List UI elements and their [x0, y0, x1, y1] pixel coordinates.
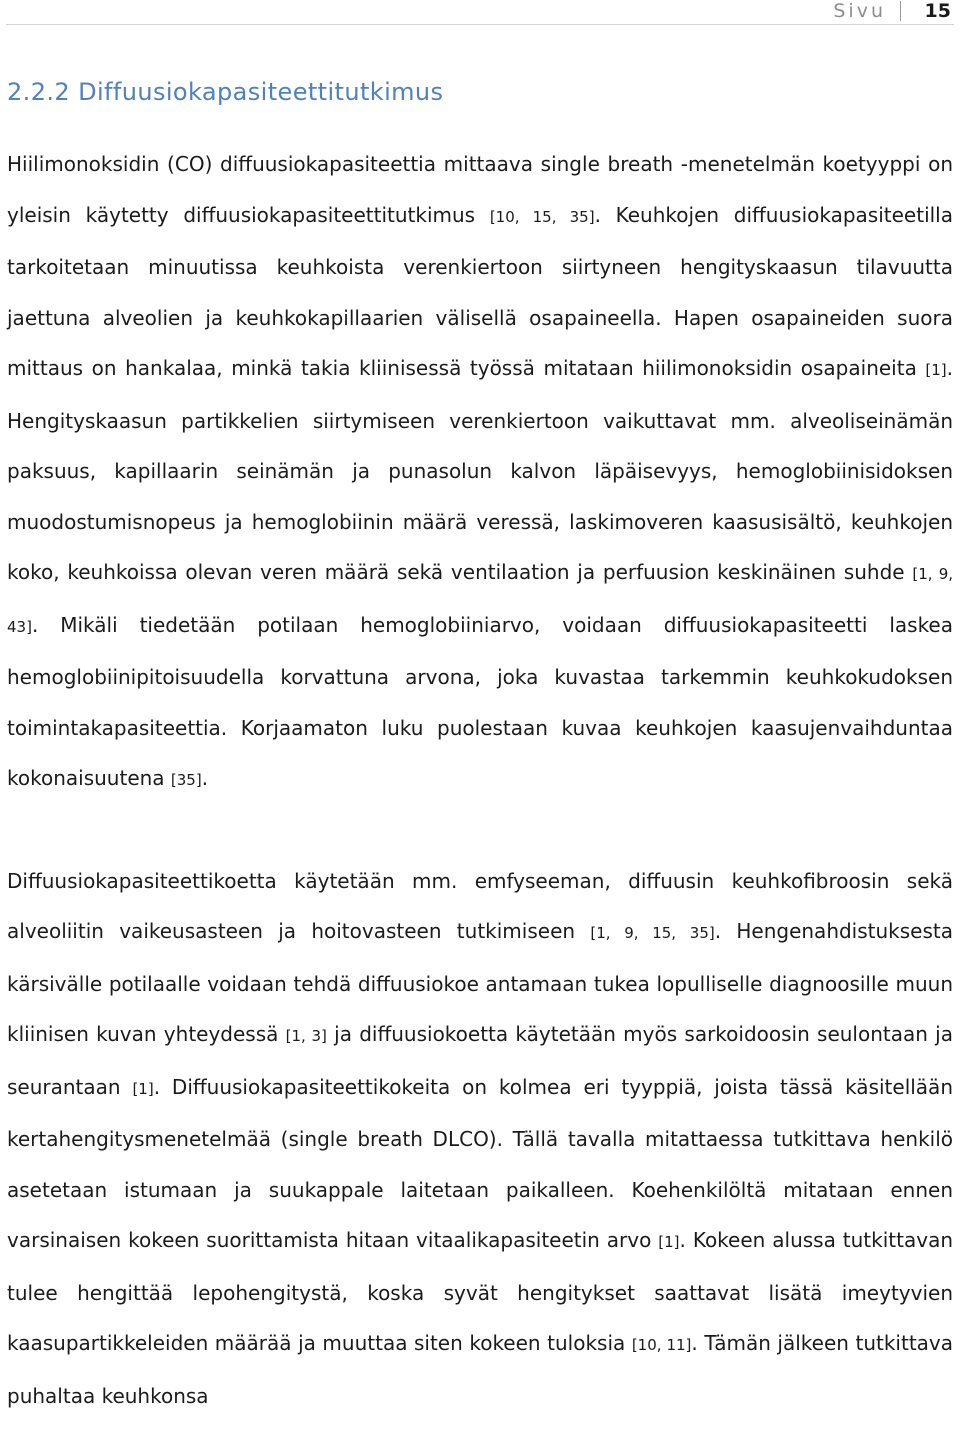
citation: [1]: [925, 361, 947, 379]
text-run: . Keuhkojen diffuusiokapasiteetilla tarkoitetaan minuutissa keuhkoista verenkiertoon siirtyneen hengityskaasun tilavuutta jaettuna alveolien ja keuhkokapillaarien välisellä osapaineella. Hapen osapaineiden suora mittaus on hankalaa, minkä takia kliinisessä työssä mitataan hiilimonoksidin osapaineita: [7, 202, 953, 380]
header-separator: [900, 1, 901, 21]
text-run: Diffuusiokapasiteettikoetta käytetään mm. emfyseeman, diffuusin keuhkofibroosin sekä alveoliitin vaikeusasteen ja hoitovasteen tutkimiseen: [7, 868, 953, 943]
body-text: [7, 139, 953, 1421]
paragraph-2: [7, 856, 953, 1422]
citation: [35]: [170, 771, 202, 789]
page-number: 15: [924, 0, 951, 22]
text-run: Hiilimonoksidin (CO) diffuusiokapasiteettia mittaava single breath -menetelmän koetyyppi on yleisin käytetty diffuusiokapasiteettitutkimus: [7, 152, 953, 227]
text-run: .: [201, 766, 209, 790]
citation: [10, 11]: [631, 1336, 692, 1354]
text-run: . Diffuusiokapasiteettikokeita on kolmea eri tyyppiä, joista tässä käsitellään kertahengitysmenetelmää (single breath DLCO). Tällä tavalla mitattaessa tutkittava henkilö asetetaan istumaan ja suukappale laitetaan paikalleen. Koehenkilöltä mitataan ennen varsinaisen kokeen suorittamista hitaan vitaalikapasiteetin arvo: [7, 1074, 953, 1252]
text-run: . Tämän jälkeen tutkittava puhaltaa keuhkonsa: [7, 1331, 954, 1408]
citation: [1]: [658, 1233, 680, 1251]
text-run: . Kokeen alussa tutkittavan tulee hengittää lepohengitystä, koska syvät hengitykset saattavat lisätä imeytyvien kaasupartikkeleiden määrää ja muuttaa siten kokeen tuloksia: [7, 1228, 953, 1355]
citation: [1]: [132, 1079, 154, 1098]
page-label: Sivu: [833, 0, 886, 22]
citation: [10, 15, 35]: [489, 207, 595, 226]
header-rule: [6, 24, 954, 25]
text-run: ja diffuusiokoetta käytetään myös sarkoidoosin seulontaan ja seurantaan: [7, 1022, 953, 1099]
citation: [1, 9, 43]: [7, 565, 953, 636]
section-heading: 2.2.2 Diffuusiokapasiteettitutkimus: [7, 78, 444, 106]
paragraph-1: [7, 139, 953, 806]
citation: [1, 3]: [285, 1027, 327, 1045]
citation: [1, 9, 15, 35]: [590, 924, 715, 942]
text-run: . Mikäli tiedetään potilaan hemoglobiiniarvo, voidaan diffuusiokapasiteetti laskea hemoglobiinipitoisuudella korvattuna arvona, joka kuvastaa tarkemmin keuhkokudoksen toimintakapasiteettia. Korjaamaton luku puolestaan kuvaa keuhkojen kaasujenvaihduntaa kokonaisuutena: [7, 612, 953, 790]
text-run: . Hengenahdistuksesta kärsivälle potilaalle voidaan tehdä diffuusiokoe antamaan tukea lopulliselle diagnoosille muun kliinisen kuvan yhteydessä: [7, 919, 954, 1046]
text-run: . Hengityskaasun partikkelien siirtymiseen verenkiertoon vaikuttavat mm. alveoliseinämän paksuus, kapillaarin seinämän ja punasolun kalvon läpäisevyys, hemoglobiinisidoksen muodostumisnopeus ja hemoglobiinin määrä veressä, laskimoveren kaasusisältö, keuhkojen koko, keuhkoissa olevan veren määrä sekä ventilaation ja perfuusion keskinäinen suhde: [7, 356, 953, 584]
page-header: [0, 0, 960, 24]
